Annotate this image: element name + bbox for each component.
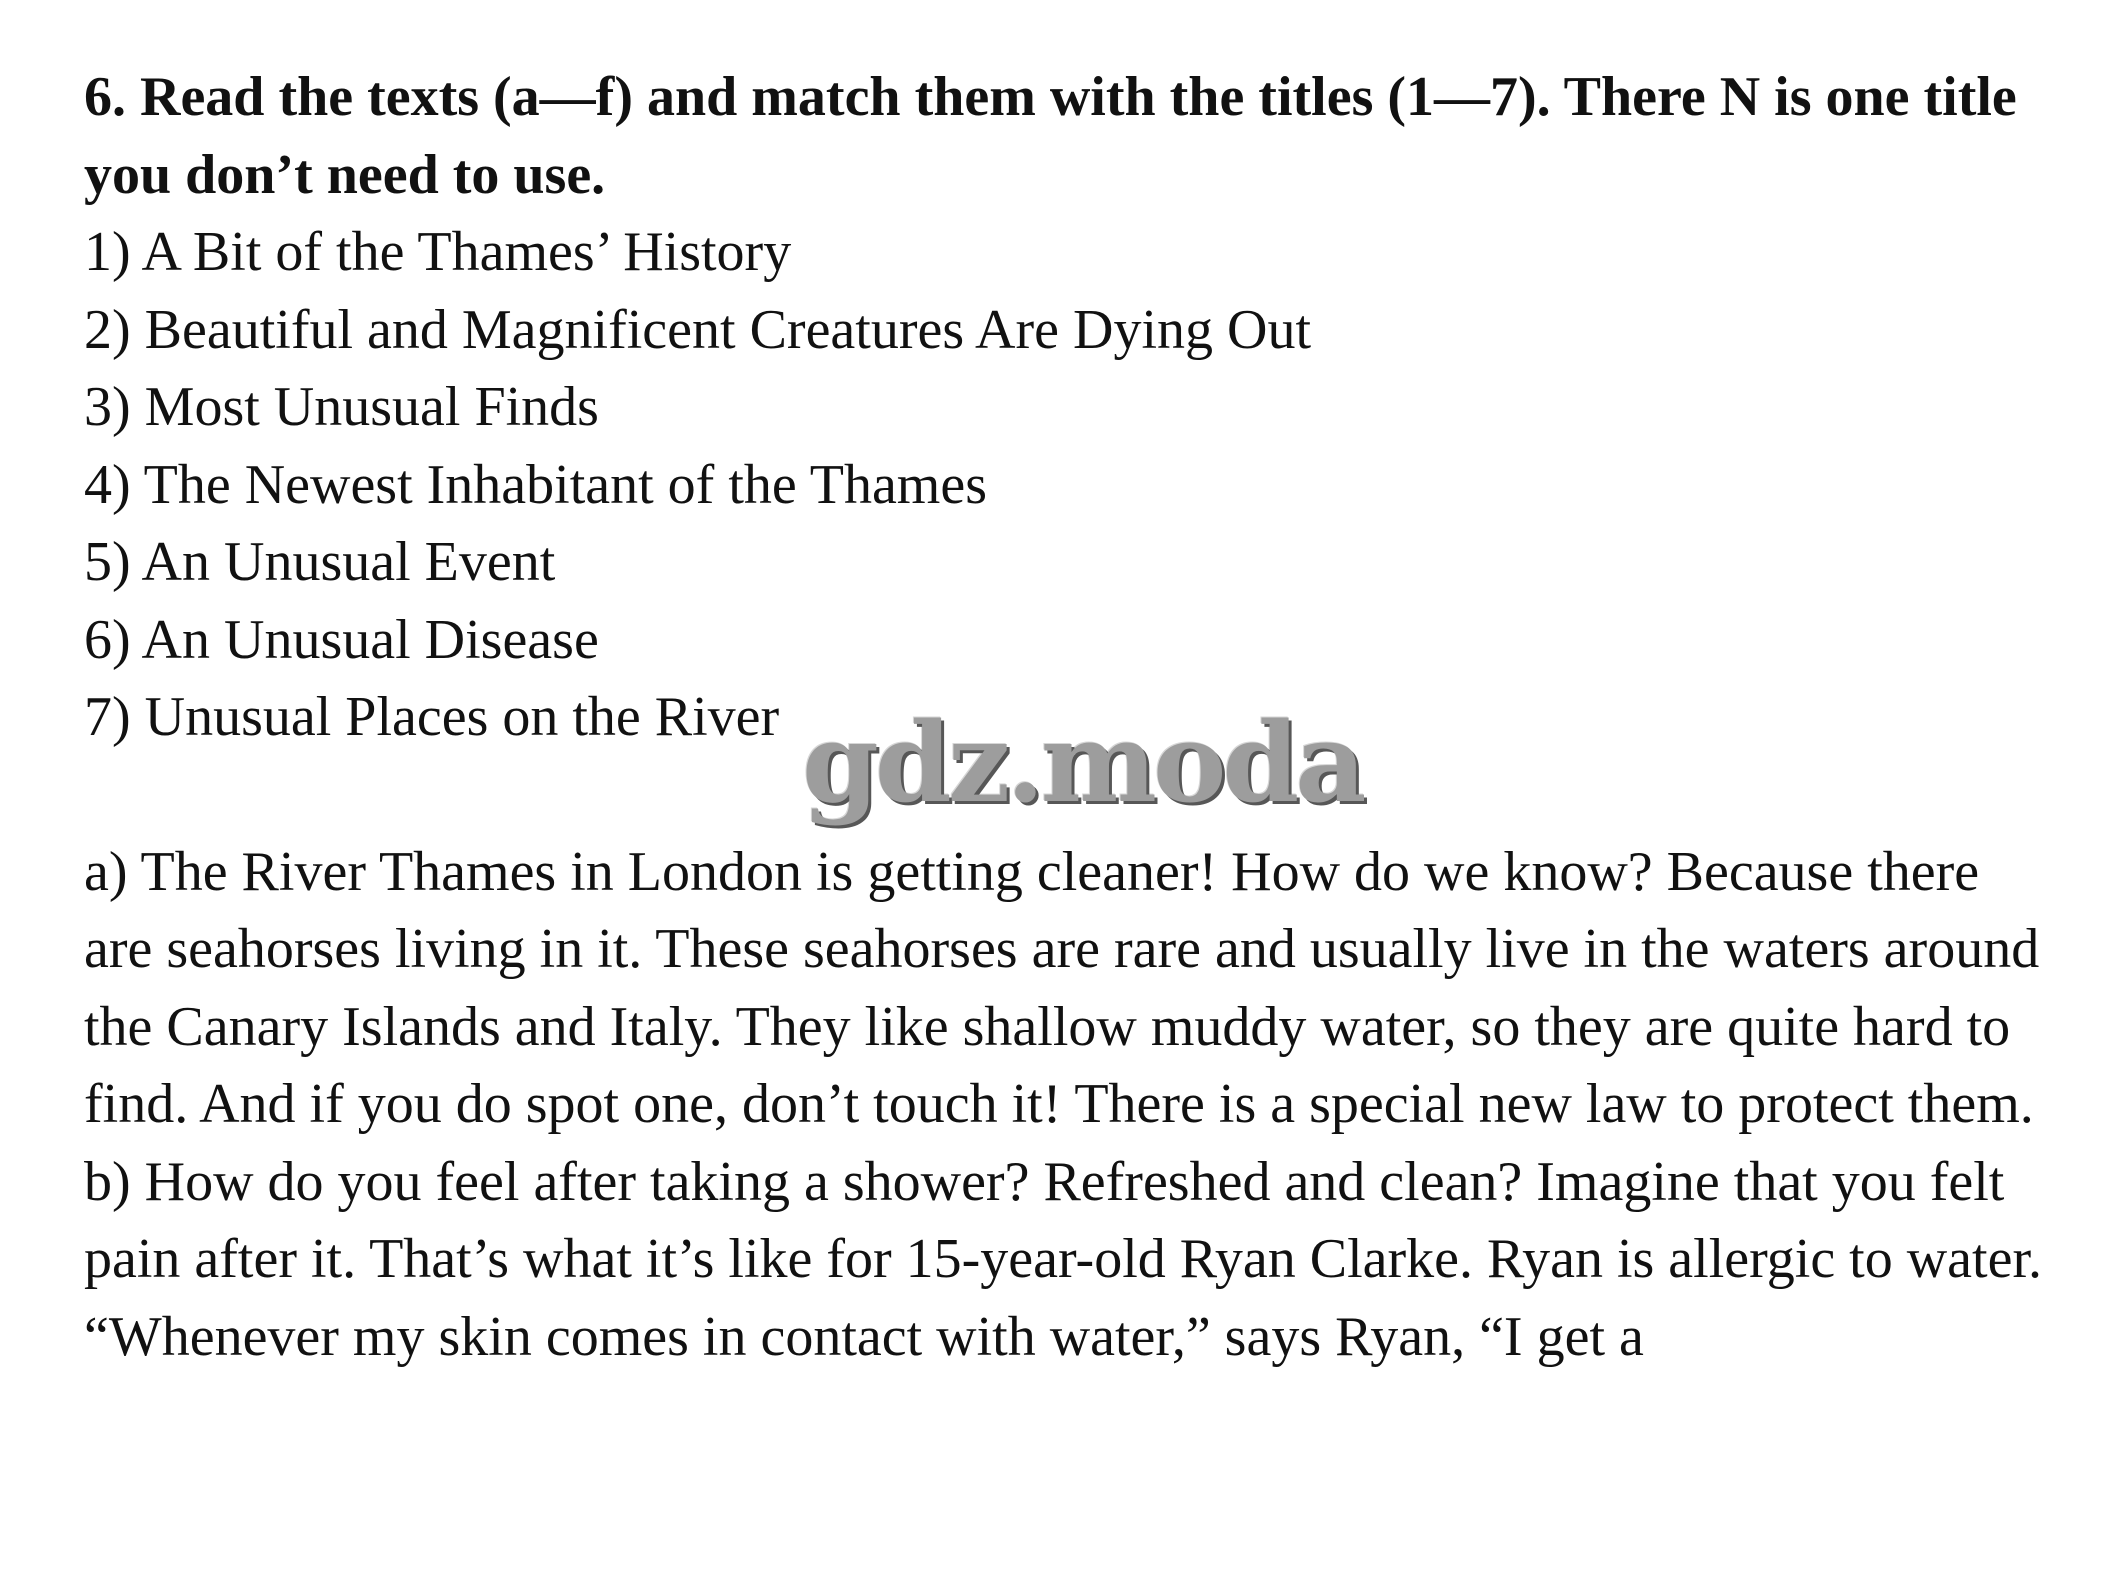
exercise-page xyxy=(84,58,2044,1376)
texts-block xyxy=(84,834,2044,1377)
exercise-heading: 6. Read the texts (a—f) and match them with the titles (1—7). There N is one title you don’t need to use. xyxy=(84,66,2017,206)
title-item: 3) Most Unusual Finds xyxy=(84,376,599,438)
title-item: 1) A Bit of the Thames’ History xyxy=(84,221,792,283)
title-item: 4) The Newest Inhabitant of the Thames xyxy=(84,453,987,516)
text-a-paragraph: a) The River Thames in London is getting cleaner! How do we know? Because there are seahorses living in it. These seahorses are rare and usually live in the waters around the Canary Islands and Italy. They like shallow muddy water, so they are quite hard to find. And if you do spot one, don’t touch it! There is a special new law to protect them. xyxy=(84,840,2040,1135)
titles-list xyxy=(84,214,2044,757)
watermark-logo: gdz.moda xyxy=(802,698,1363,827)
text-b-paragraph: b) How do you feel after taking a shower? Refreshed and clean? Imagine that you felt pain after it. That’s what it’s like for 15-year-old Ryan Clarke. Ryan is allergic to water. “Whenever my skin comes in contact with water,” says Ryan, “I get a xyxy=(84,1150,2043,1368)
title-item: 6) An Unusual Disease xyxy=(84,608,599,671)
title-item: 5) An Unusual Event xyxy=(84,531,556,593)
title-item: 2) Beautiful and Magnificent Creatures Are Dying Out xyxy=(84,298,1311,361)
title-item: 7) Unusual Places on the River xyxy=(84,686,780,748)
